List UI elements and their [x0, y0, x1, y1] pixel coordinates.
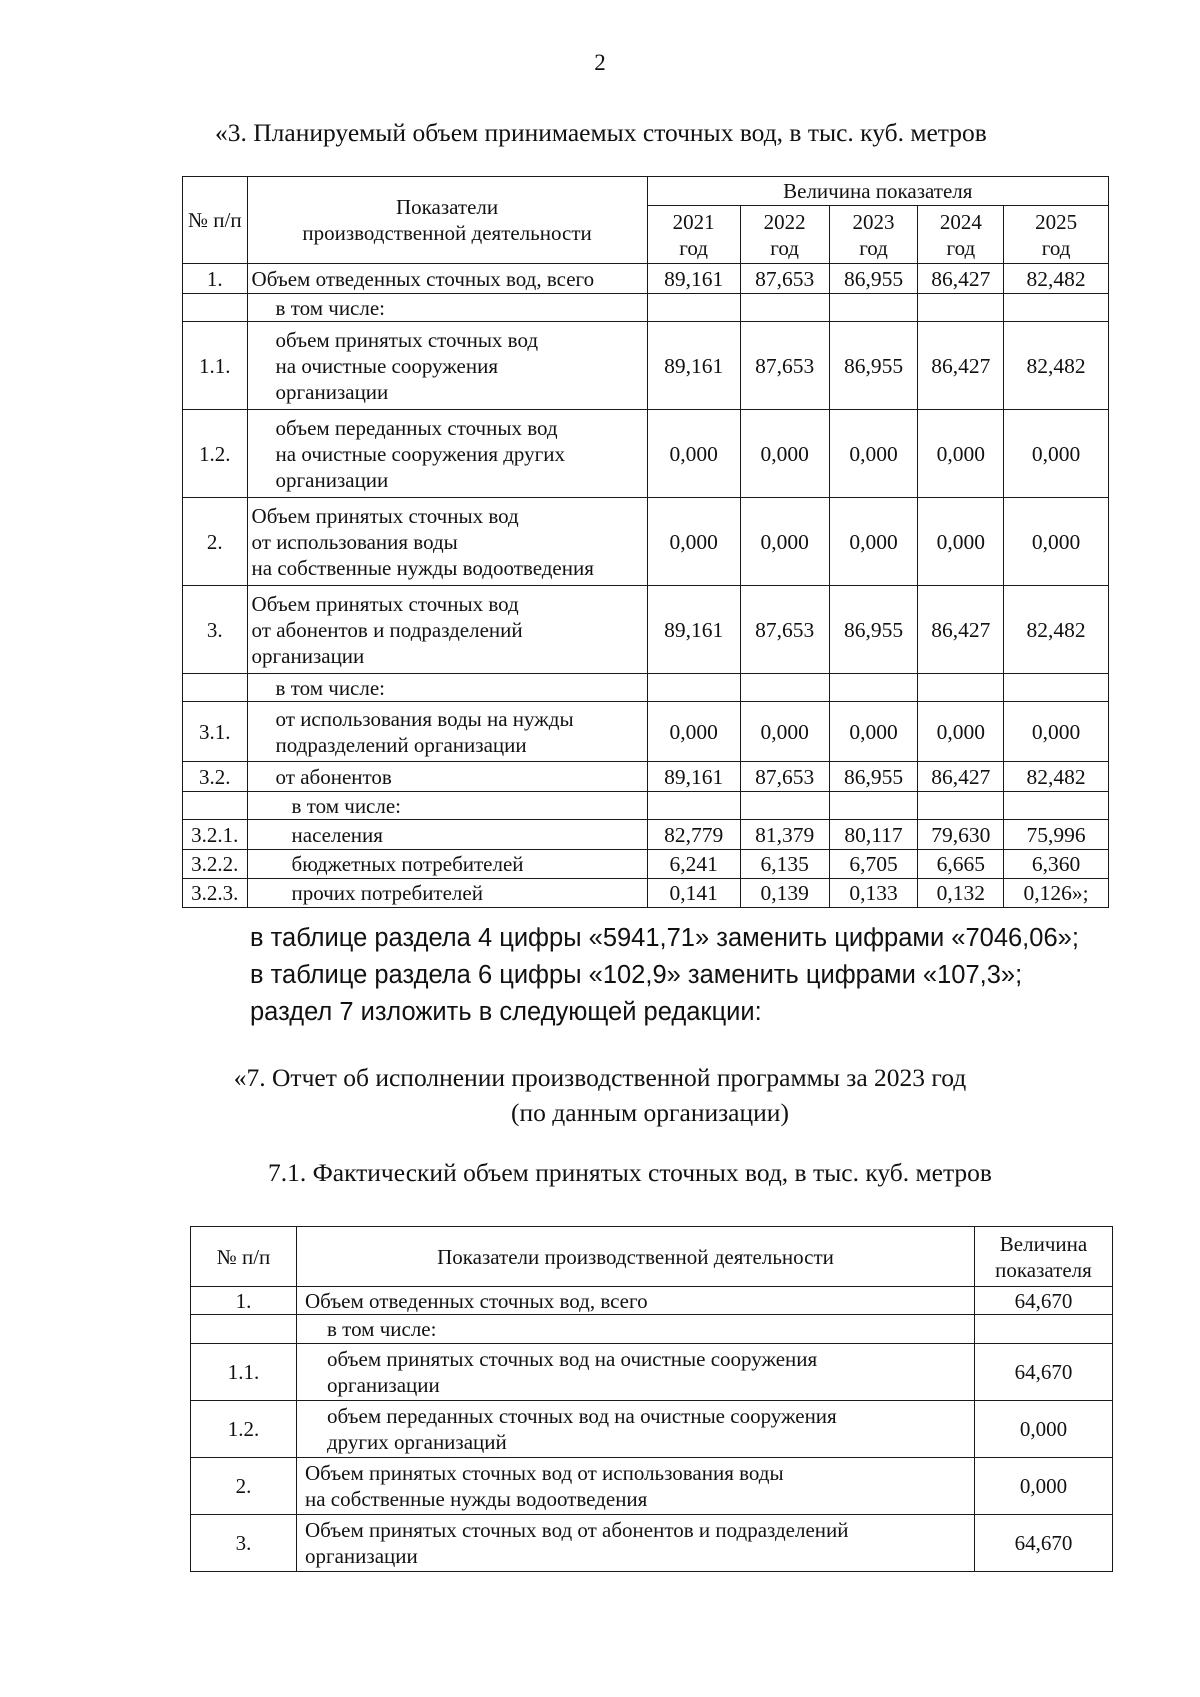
- amendment-paragraph: в таблице раздела 4 цифры «5941,71» заменить цифрами «7046,06»;: [250, 924, 1079, 952]
- header-indicator: Показатели производственной деятельности: [247, 177, 647, 264]
- header-year: 2022 год: [740, 206, 829, 264]
- table-row: 1.2. объем переданных сточных вод на очистные сооружения других организаций 0,000: [191, 1401, 1113, 1458]
- section7-title: «7. Отчет об исполнении производственной программы за 2023 год: [233, 1063, 967, 1092]
- table-row: в том числе:: [183, 792, 1109, 820]
- table-row: 3.2. от абонентов 89,161 87,653 86,955 86,427 82,482: [183, 762, 1109, 792]
- table-row: 3. Объем принятых сточных вод от абонентов и подразделений организации 64,670: [191, 1515, 1113, 1572]
- header-year: 2024 год: [918, 206, 1004, 264]
- table-row: 2. Объем принятых сточных вод от использования воды на собственные нужды водоотведения 0,000: [191, 1458, 1113, 1515]
- table-row: 1. Объем отведенных сточных вод, всего 89,161 87,653 86,955 86,427 82,482: [183, 264, 1109, 294]
- table-row: 3.2.2. бюджетных потребителей 6,241 6,135 6,705 6,665 6,360: [183, 850, 1109, 879]
- table71-title: 7.1. Фактический объем принятых сточных вод, в тыс. куб. метров: [268, 1158, 992, 1187]
- planned-wastewater-table: [182, 176, 1109, 908]
- table-row: 1.1. объем принятых сточных вод на очистные сооружения организации 64,670: [191, 1344, 1113, 1401]
- amendment-paragraph: раздел 7 изложить в следующей редакции:: [250, 998, 762, 1026]
- table-row: в том числе:: [191, 1315, 1113, 1344]
- table-row: в том числе:: [183, 674, 1109, 702]
- amendment-paragraph: в таблице раздела 6 цифры «102,9» заменить цифрами «107,3»;: [250, 961, 1023, 989]
- table-row: 3. Объем принятых сточных вод от абонентов и подразделений организации 89,161 87,653 86,955 86,427 82,482: [183, 586, 1109, 674]
- page-number: 2: [594, 50, 606, 75]
- table-row: 2. Объем принятых сточных вод от использования воды на собственные нужды водоотведения 0,000 0,000 0,000 0,000 0,000: [183, 498, 1109, 586]
- header-num: № п/п: [183, 177, 248, 264]
- header-num: № п/п: [191, 1227, 297, 1287]
- table-row: 3.2.3. прочих потребителей 0,141 0,139 0,133 0,132 0,126»;: [183, 879, 1109, 908]
- header-year: 2023 год: [829, 206, 918, 264]
- actual-wastewater-table: [190, 1226, 1113, 1572]
- table3-title: «3. Планируемый объем принимаемых сточных вод, в тыс. куб. метров: [215, 118, 987, 147]
- table-row: 1. Объем отведенных сточных вод, всего 64,670: [191, 1287, 1113, 1315]
- table-row: 1.1. объем принятых сточных вод на очистные сооружения организации 89,161 87,653 86,955 86,427 82,482: [183, 322, 1109, 410]
- table-row: в том числе:: [183, 294, 1109, 322]
- table-row: 1.2. объем переданных сточных вод на очистные сооружения других организации 0,000 0,000 0,000 0,000 0,000: [183, 410, 1109, 498]
- header-indicator: Показатели производственной деятельности: [297, 1227, 975, 1287]
- header-year: 2021 год: [647, 206, 740, 264]
- header-value: Величина показателя: [975, 1227, 1113, 1287]
- header-value: Величина показателя: [647, 177, 1108, 206]
- table-row: 3.1. от использования воды на нужды подразделений организации 0,000 0,000 0,000 0,000 0,000: [183, 702, 1109, 762]
- section7-subtitle: (по данным организации): [511, 1098, 789, 1127]
- header-year: 2025 год: [1004, 206, 1109, 264]
- table-row: 3.2.1. населения 82,779 81,379 80,117 79,630 75,996: [183, 820, 1109, 850]
